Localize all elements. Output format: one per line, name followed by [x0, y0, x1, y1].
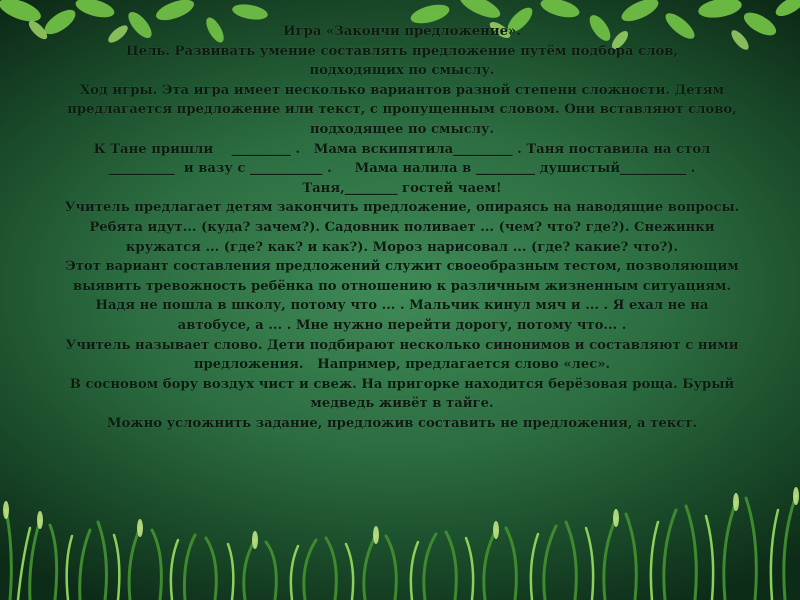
text-line: __________ и вазу с ___________ . Мама налила в _________ душистый__________ . [108, 161, 696, 177]
text-line: Цель. Развивать умение составлять предложение путём подбора слов, [125, 43, 679, 59]
text-line: подходящее по смыслу. [309, 121, 495, 137]
text-line: предлагается предложение или текст, с пропущенным словом. Они вставляют слово, [67, 102, 737, 118]
text-line: подходящих по смыслу. [309, 63, 495, 79]
text-line: Этот вариант составления предложений служит своеобразным тестом, позволяющим [65, 259, 739, 275]
text-line: Учитель предлагает детям закончить предложение, опираясь на наводящие вопросы. [64, 200, 740, 216]
text-line: В сосновом бору воздух чист и свеж. На пригорке находится берёзовая роща. Бурый [69, 376, 735, 392]
text-line: кружатся ... (где? как? и как?). Мороз нарисовал ... (где? какие? что?). [125, 239, 679, 255]
text-line: предложения. Например, предлагается слово «лес». [193, 357, 611, 373]
text-line: автобусе, а ... . Мне нужно перейти дорогу, потому что... . [177, 317, 627, 333]
text-line: Учитель называет слово. Дети подбирают несколько синонимов и составляют с ними [65, 337, 739, 353]
text-line: Надя не пошла в школу, потому что ... . Мальчик кинул мяч и ... . Я ехал не на [95, 298, 709, 314]
text-line: выявить тревожность ребёнка по отношению к различным жизненным ситуациям. [72, 278, 732, 294]
game-title: Игра «Закончи предложение». [283, 24, 521, 39]
text-line: Ход игры. Эта игра имеет несколько вариантов разной степени сложности. Детям [79, 82, 725, 98]
bottom-grass-decoration [0, 410, 800, 600]
text-line: медведь живёт в тайге. [310, 396, 494, 412]
text-line: Ребята идут... (куда? зачем?). Садовник поливает ... (чем? что? где?). Снежинки [89, 219, 715, 235]
text-line: Можно усложнить задание, предложив составить не предложения, а текст. [106, 415, 698, 431]
text-line: Таня,________ гостей чаем! [302, 180, 502, 196]
text-line: К Тане пришли _________ . Мама вскипятила_________ . Таня поставила на стол [93, 141, 711, 157]
lesson-text-block [52, 22, 752, 433]
